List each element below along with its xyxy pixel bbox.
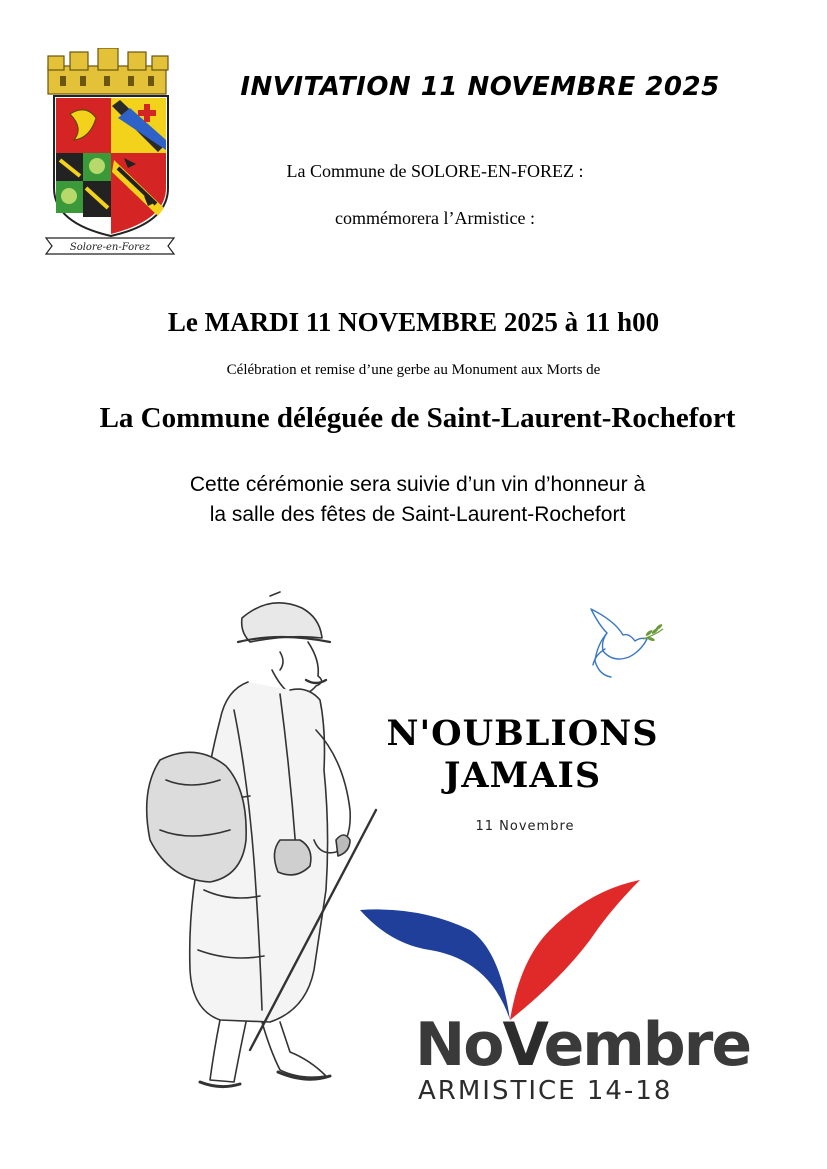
never-forget-heading — [370, 713, 675, 797]
commune-line: La Commune de SOLORE-EN-FOREZ : — [286, 161, 584, 181]
novembre-brand — [415, 1010, 751, 1080]
invitation-title: INVITATION 11 NOVEMBRE 2025 — [240, 72, 720, 102]
never-forget-line-2: JAMAIS — [443, 755, 602, 796]
commemorate-line: commémorera l’Armistice : — [335, 208, 535, 228]
celebration-text: Célébration et remise d’une gerbe au Monument aux Morts de — [226, 362, 601, 378]
reception-text — [0, 470, 827, 530]
event-place: La Commune déléguée de Saint-Laurent-Rochefort — [99, 402, 736, 434]
brand-part-3: embre — [543, 1010, 751, 1080]
never-forget-line-1: N'OUBLIONS — [386, 713, 659, 754]
poster-subtitle: 11 Novembre — [475, 819, 575, 834]
brand-part-2: V — [502, 1010, 544, 1080]
reception-line-2: la salle des fêtes de Saint-Laurent-Rochefort — [209, 503, 626, 526]
armistice-label: ARMISTICE 14-18 — [418, 1076, 673, 1106]
dove-icon — [585, 605, 665, 680]
brand-part-1: No — [415, 1010, 503, 1080]
coat-of-arms-icon — [40, 48, 180, 258]
event-date: Le MARDI 11 NOVEMBRE 2025 à 11 h00 — [167, 307, 660, 337]
reception-line-1: Cette cérémonie sera suivie d’un vin d’honneur à — [189, 473, 646, 496]
soldier-sketch-icon — [130, 590, 390, 1115]
crest-scroll-label: Solore-en-Forez — [69, 242, 151, 253]
